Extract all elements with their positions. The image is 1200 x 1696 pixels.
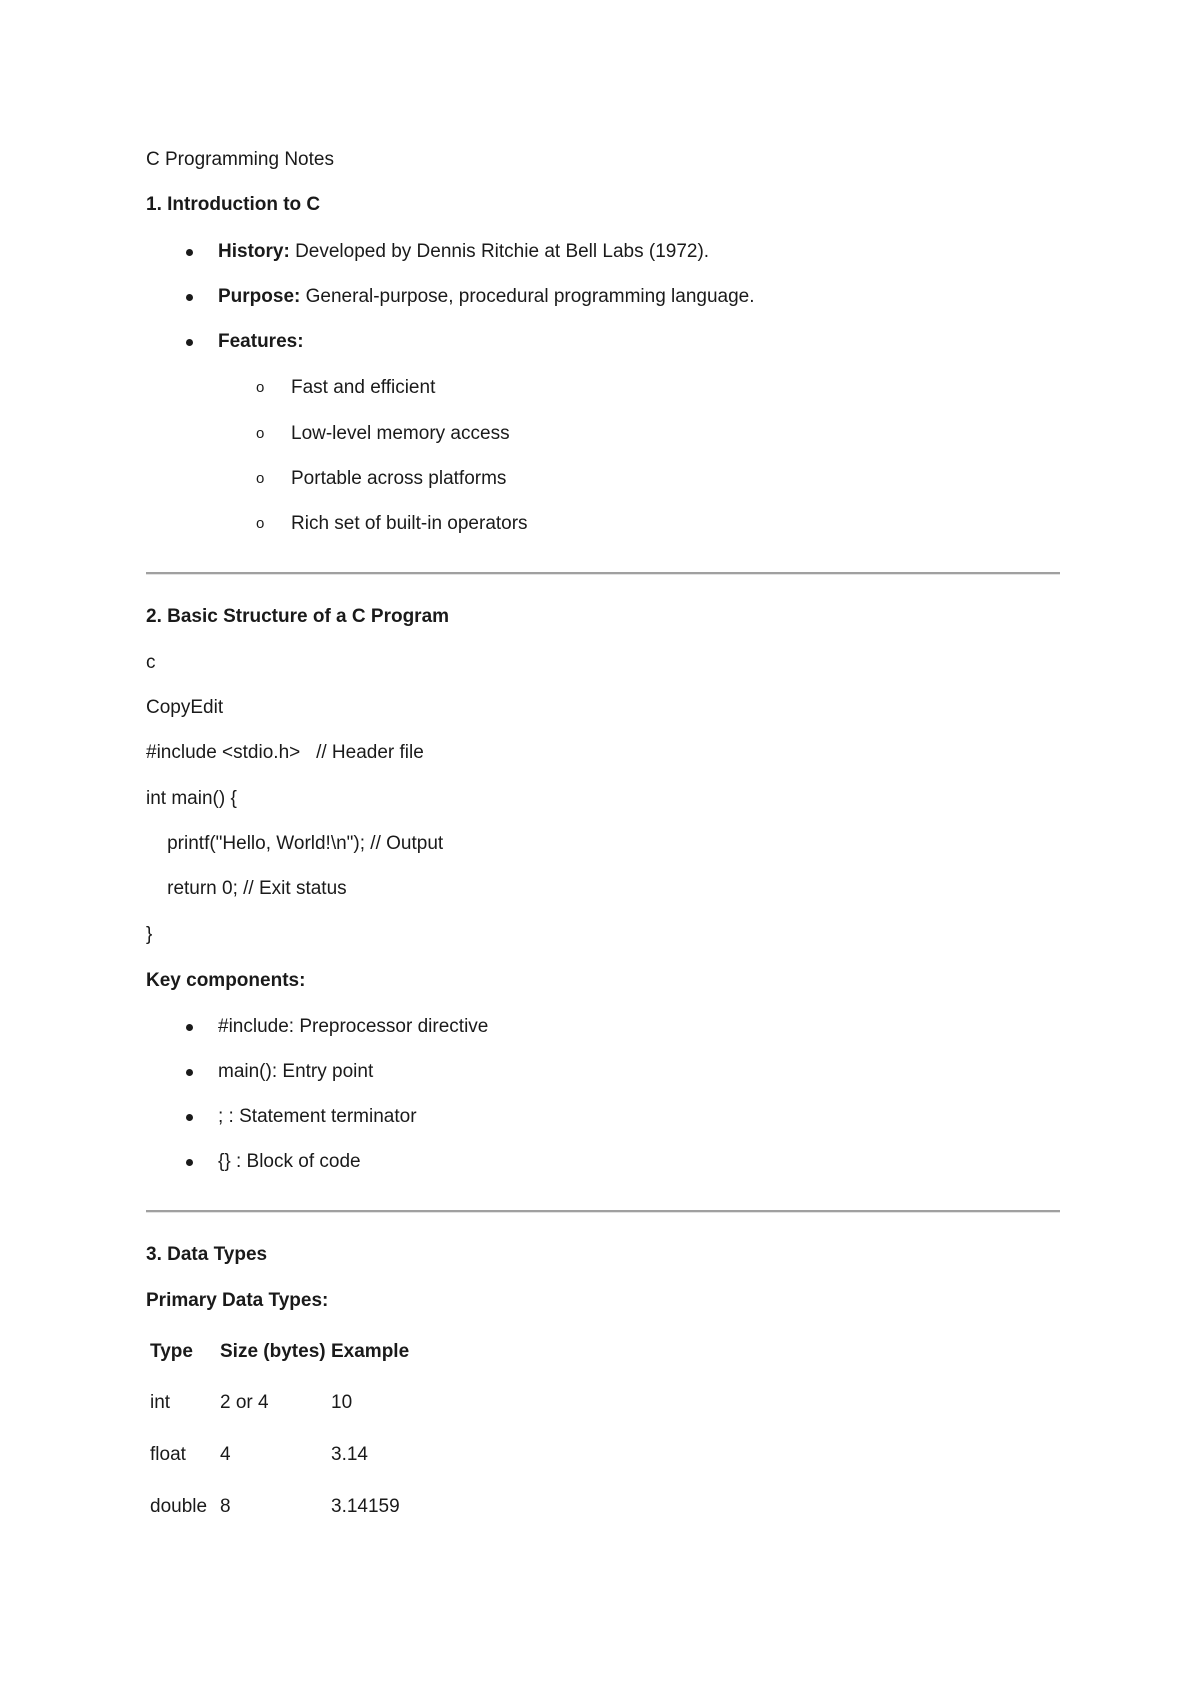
circle-bullet-icon: o [256,515,265,532]
key-components-heading: Key components: [146,970,306,991]
sub-list-item: o Portable across platforms [256,468,507,489]
table-header-cell: Example [331,1341,410,1362]
list-item: #include: Preprocessor directive [186,1015,207,1111]
list-item: ; : Statement terminator [186,1105,207,1201]
bullet-label: Purpose: [218,286,301,307]
bullet-label: History: [218,241,290,262]
bullet-icon [186,1069,193,1076]
table-cell: double [150,1496,208,1517]
section-3-heading: 3. Data Types [146,1244,268,1265]
sub-list-item: o Fast and efficient [256,377,436,398]
sub-list-item: o Low-level memory access [256,423,510,444]
sub-list-item: o Rich set of built-in operators [256,513,528,534]
primary-data-types-heading: Primary Data Types: [146,1290,329,1311]
circle-bullet-icon: o [256,379,265,396]
table-cell: 2 or 4 [220,1392,269,1413]
code-language-label: c [146,652,156,673]
bullet-icon [186,1114,193,1121]
section-2-heading: 2. Basic Structure of a C Program [146,606,450,627]
code-line: return 0; // Exit status [146,878,347,899]
document-title: C Programming Notes [146,149,334,170]
bullet-icon [186,249,193,256]
table-cell: float [150,1444,186,1465]
bullet-icon [186,1024,193,1031]
bullet-label: Features: [218,331,304,352]
horizontal-rule [146,1210,1060,1213]
table-header-cell: Size (bytes) [220,1341,326,1362]
code-line: printf("Hello, World!\n"); // Output [146,833,444,854]
list-item: main(): Entry point [186,1060,207,1156]
list-item: {} : Block of code [186,1150,207,1246]
list-item-features [186,330,304,426]
section-1-heading: 1. Introduction to C [146,194,321,215]
code-line: int main() { [146,788,237,809]
bullet-body: Developed by Dennis Ritchie at Bell Labs (1972). [289,241,710,262]
horizontal-rule [146,572,1060,575]
bullet-icon [186,1159,193,1166]
table-cell: 10 [331,1392,353,1413]
bullet-icon [186,294,193,301]
table-cell: 4 [220,1444,231,1465]
circle-bullet-icon: o [256,425,265,442]
code-line: #include <stdio.h> // Header file [146,742,424,763]
bullet-icon [186,339,193,346]
copy-edit-label: CopyEdit [146,697,224,718]
table-cell: 8 [220,1496,231,1517]
bullet-body: General-purpose, procedural programming language. [300,286,755,307]
code-line: } [146,924,153,945]
table-header-cell: Type [150,1341,193,1362]
table-cell: 3.14159 [331,1496,400,1517]
circle-bullet-icon: o [256,470,265,487]
table-cell: 3.14 [331,1444,368,1465]
table-cell: int [150,1392,171,1413]
